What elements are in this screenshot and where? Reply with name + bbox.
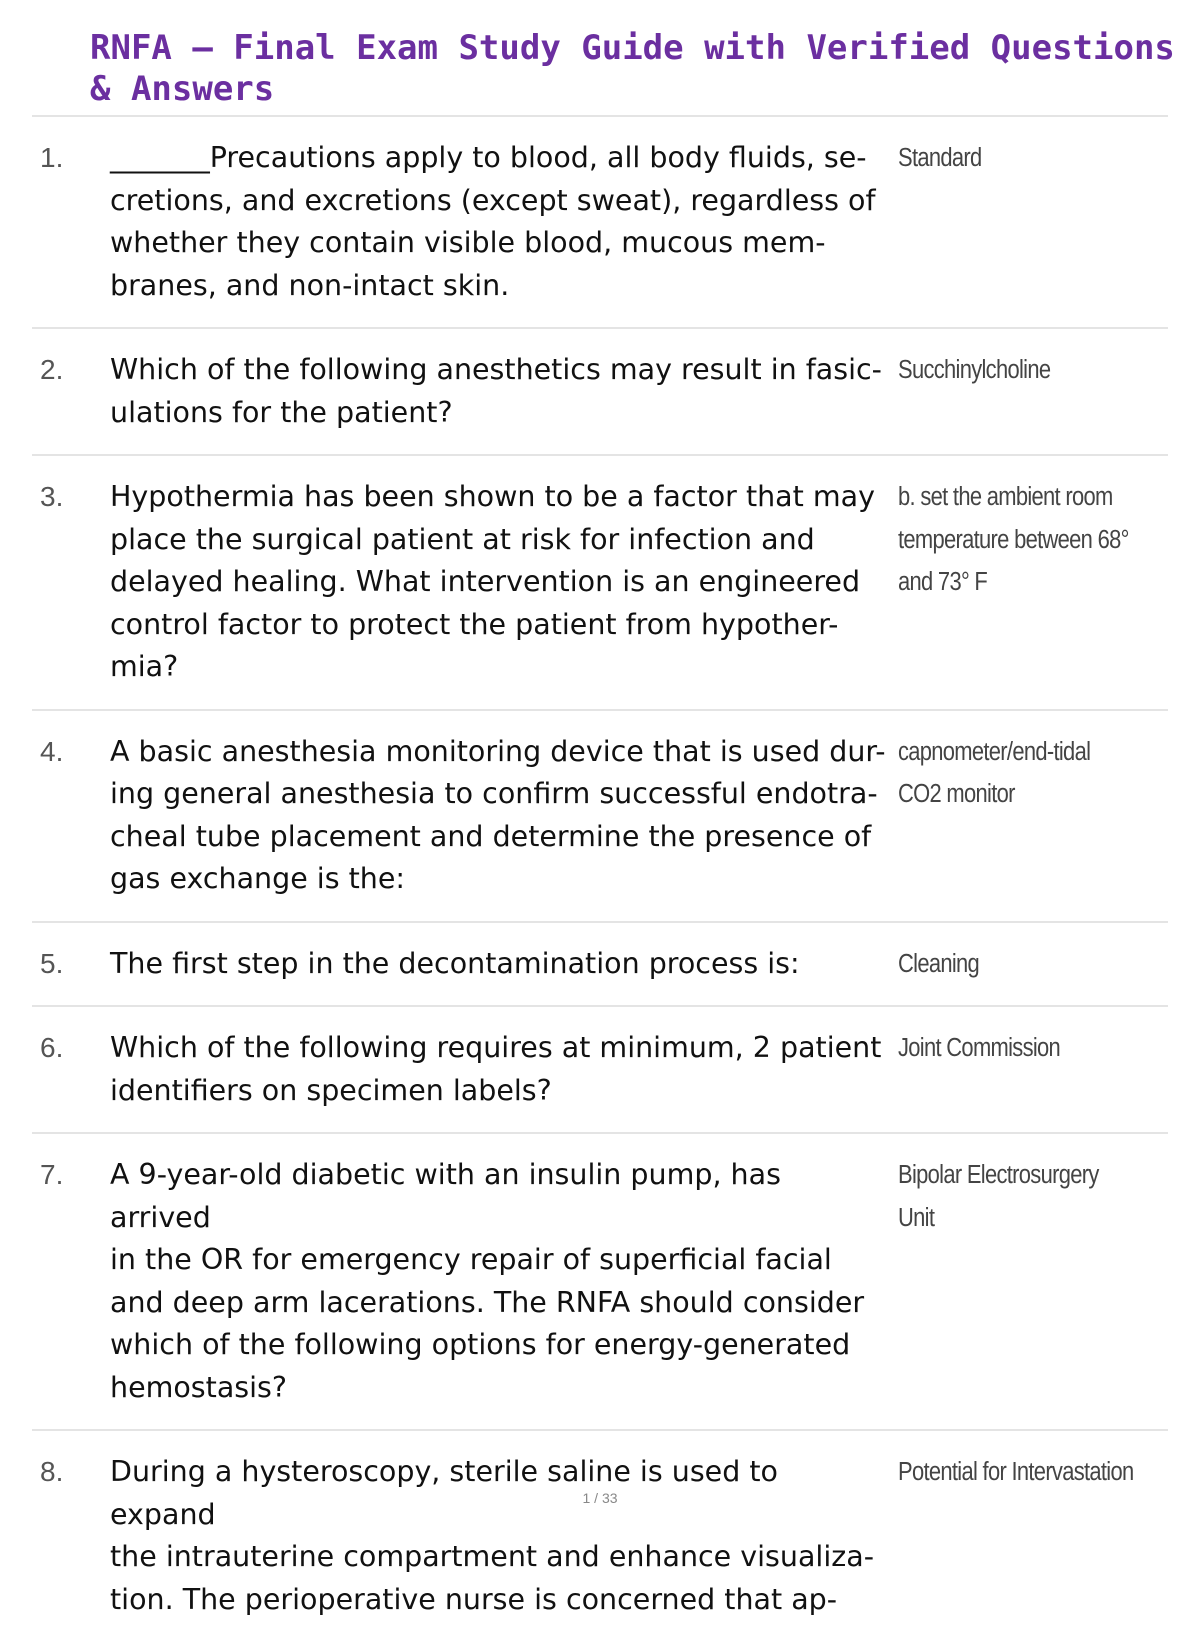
answer-text: Cleaning xyxy=(898,949,980,978)
question-row xyxy=(32,1134,1168,1431)
question-number: 6. xyxy=(40,1032,64,1063)
answer-text: b. set the ambient room temperature between 68° and 73° F xyxy=(898,483,1129,596)
question-row xyxy=(32,923,1168,1008)
answer-text: capnometer/end-tidal CO2 monitor xyxy=(898,737,1091,808)
document-title: RNFA – Final Exam Study Guide with Verified Questions & Answers xyxy=(90,28,1175,109)
answer-text: Standard xyxy=(898,144,982,172)
question-text: A 9-year-old diabetic with an insulin pump, has arrived in the OR for emergency repair of superficial facial and deep arm lacerations. The RNFA should consider which of the following options for energy-generated hemostasis? xyxy=(110,1158,865,1404)
question-text: Which of the following anesthetics may result in fasic- ulations for the patient? xyxy=(110,353,882,429)
answer-text: Joint Commission xyxy=(898,1034,1061,1062)
question-row xyxy=(32,329,1168,456)
question-text: Which of the following requires at minimum, 2 patient identifiers on specimen labels? xyxy=(110,1031,882,1107)
question-row xyxy=(32,711,1168,923)
answer-text: Succhinylcholine xyxy=(898,356,1051,384)
question-number: 8. xyxy=(40,1456,64,1487)
question-row xyxy=(32,456,1168,711)
question-row xyxy=(32,117,1168,329)
question-number: 4. xyxy=(40,735,64,767)
answer-text: Potential for Intervastation xyxy=(898,1458,1134,1486)
question-text: During a hysteroscopy, sterile saline is used to expand the intrauterine compartment and enhance visualiza- tion. The perioperative nurse is concerned that ap- xyxy=(110,1455,874,1616)
question-number: 3. xyxy=(40,481,64,512)
question-number: 5. xyxy=(40,947,64,979)
question-list xyxy=(32,117,1168,1641)
page-number: 1 / 33 xyxy=(582,1490,618,1506)
question-row xyxy=(32,1007,1168,1134)
question-row xyxy=(32,1431,1168,1641)
question-text: A basic anesthesia monitoring device that is used dur- ing general anesthesia to confirm successful endotra- cheal tube placement and determine the presence of gas exchange is the: xyxy=(110,734,886,895)
question-text: The first step in the decontamination process is: xyxy=(110,946,800,980)
question-text: _______Precautions apply to blood, all body fluids, se- cretions, and excretions (except sweat), regardless of whether they contain visible blood, mucous mem- branes, and non-intact skin. xyxy=(110,141,876,302)
question-number: 7. xyxy=(40,1159,64,1190)
question-number: 1. xyxy=(40,142,64,173)
question-number: 2. xyxy=(40,354,64,385)
answer-text: Bipolar Electrosurgery Unit xyxy=(898,1161,1099,1232)
question-text: Hypothermia has been shown to be a factor that may place the surgical patient at risk for infection and delayed healing. What intervention is an engineered control factor to protect the patient from hypother- mia? xyxy=(110,480,875,683)
